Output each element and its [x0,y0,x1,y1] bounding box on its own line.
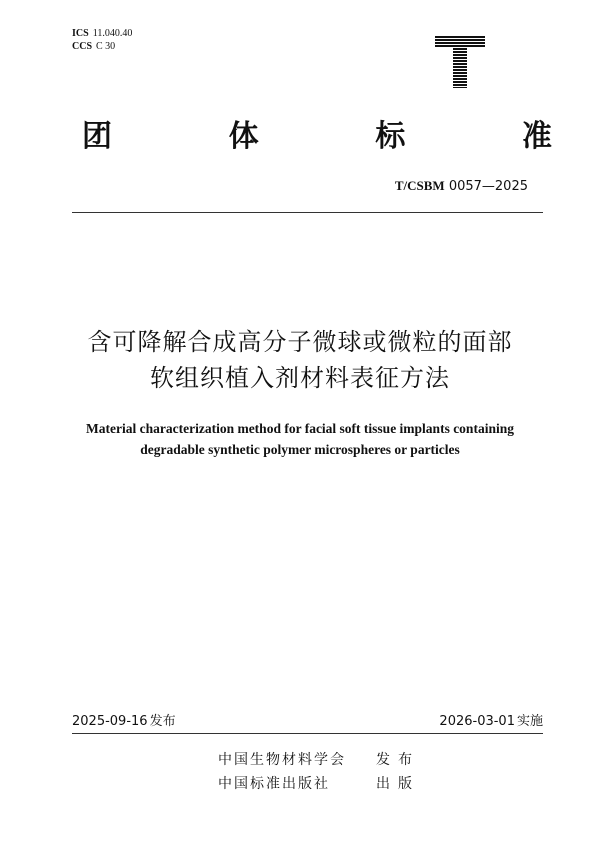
standard-prefix: T/CSBM [394,178,445,193]
publisher-action: 发布 [376,752,420,768]
issue-date-row [72,714,176,730]
english-title [40,418,560,460]
english-title-line: Material characterization method for facial soft tissue implants containing [86,421,514,436]
ics-code [72,27,132,40]
standard-kind-title [82,116,552,158]
classification-codes [72,27,132,53]
ccs-key: CCS [72,41,93,52]
english-title-line: degradable synthetic polymer microspheres or particles [140,442,460,457]
publisher-action: 出版 [376,776,420,792]
chinese-title-line: 含可降解合成高分子微球或微粒的面部 [87,328,513,356]
publisher-org: 中国生物材料学会 [218,752,346,768]
issue-label: 发布 [149,714,176,729]
publisher-line [218,772,420,796]
kind-char: 团 [82,119,112,154]
kind-char: 标 [375,119,406,154]
implement-date-row [439,714,543,730]
implement-label: 实施 [516,714,543,729]
standard-type-logo [435,36,485,88]
ccs-code [72,40,132,53]
ics-key: ICS [72,28,89,39]
publisher-block [218,748,420,796]
implement-date: 2026-03-01 [439,714,515,729]
standard-number [395,178,528,195]
chinese-title [40,324,560,396]
top-divider [72,212,543,213]
kind-char: 体 [228,119,259,154]
ics-value: 11.040.40 [92,28,133,39]
issue-date: 2025-09-16 [72,714,148,729]
chinese-title-line: 软组织植入剂材料表征方法 [150,364,450,392]
publisher-org: 中国标准出版社 [218,776,330,792]
standard-code: 0057—2025 [448,179,528,194]
kind-char: 准 [521,119,552,154]
bottom-divider [72,733,543,734]
ccs-value: C 30 [96,41,116,52]
publisher-line [218,748,420,772]
